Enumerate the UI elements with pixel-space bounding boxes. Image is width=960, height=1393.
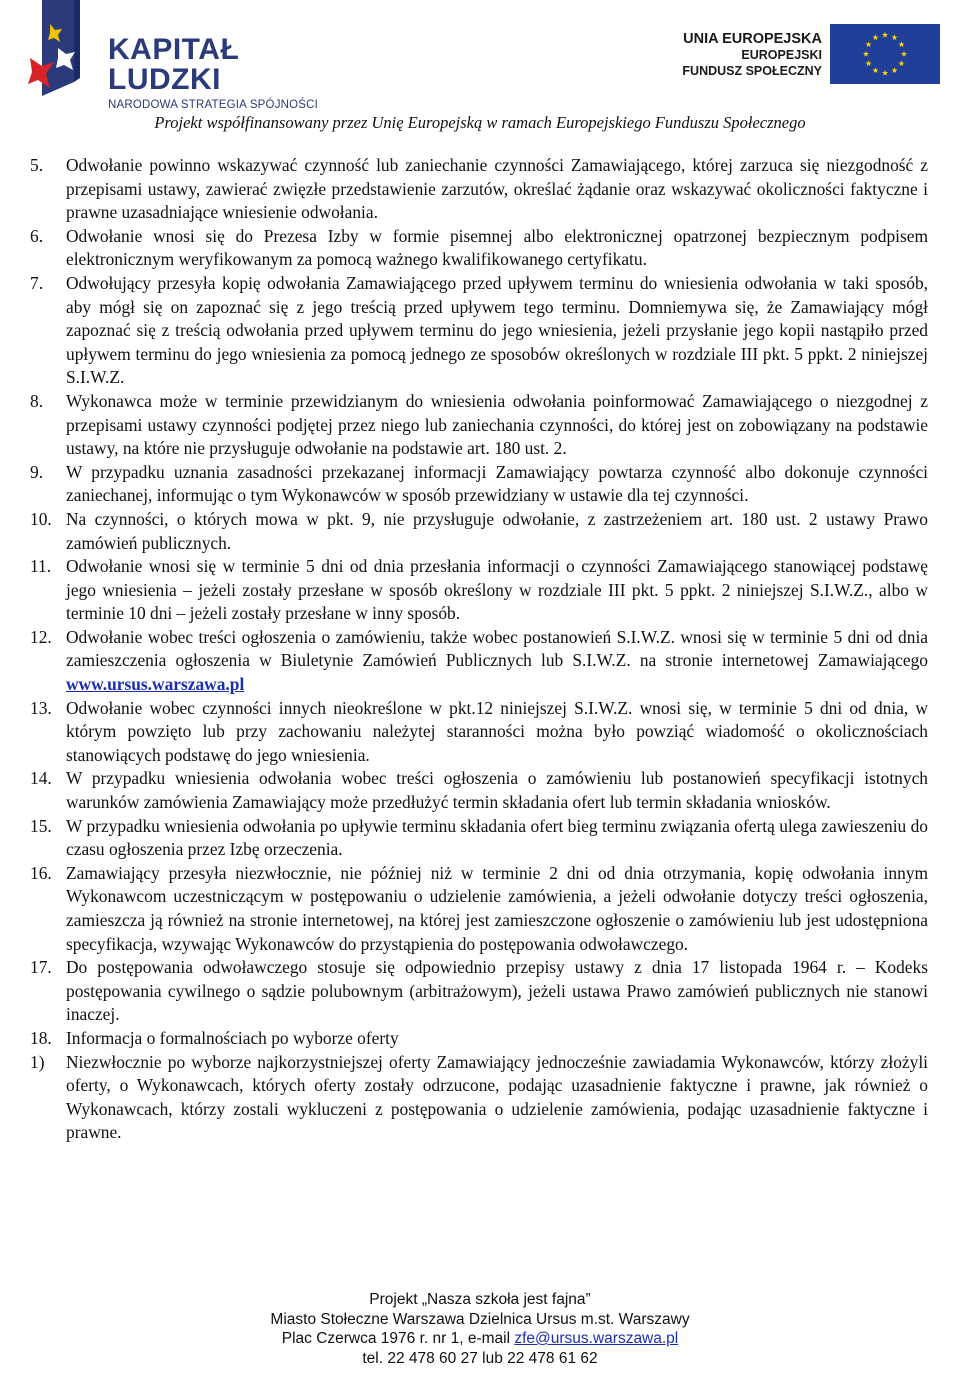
list-item-text <box>66 272 928 390</box>
list-item-text <box>66 815 928 862</box>
eu-star-icon <box>891 34 897 40</box>
list-item-text-content: Odwołanie wnosi się w terminie 5 dni od dnia przesłania informacji o czynności Zamawiającego stanowiącej podstawę jego wniesienia – jeżeli zostały przesłane w sposób określony w rozdziale III pkt. 5 ppkt. 2 niniejszej S.I.W.Z., albo w terminie 10 dni – jeżeli zostały przesłane w inny sposób. <box>66 556 928 624</box>
list-item-text-content: W przypadku wniesienia odwołania wobec treści ogłoszenia o zamówieniu lub postanowień specyfikacji istotnych warunków zamówienia Zamawiający może przedłużyć termin składania ofert lub termin składania wniosków. <box>66 768 928 813</box>
eu-logo <box>655 24 940 84</box>
kapital-ludzki-emblem-icon <box>28 0 108 110</box>
list-item-text <box>66 862 928 956</box>
list-item-number: 10. <box>30 508 52 529</box>
eu-star-icon <box>882 70 888 76</box>
list-item-number: 18. <box>30 1027 52 1048</box>
list-item <box>30 461 928 508</box>
list-item <box>30 1027 928 1051</box>
list-item-text <box>66 767 928 814</box>
list-item-text-content: Informacja o formalnościach po wyborze oferty <box>66 1027 399 1048</box>
website-link[interactable]: www.ursus.warszawa.pl <box>66 674 245 695</box>
list-item-text <box>66 154 928 225</box>
list-item-text <box>66 461 928 508</box>
list-item-text-content: Odwołanie wobec czynności innych nieokreślone w pkt.12 niniejszej S.I.W.Z. wnosi się, w terminie 5 dni od dnia, w którym powzięto lub przy zachowaniu należytej staranności można było powziąć wiadomość o okolicznościach stanowiących podstawę do jego wniesienia. <box>66 697 928 765</box>
list-item-number: 17. <box>30 957 52 978</box>
list-item <box>30 225 928 272</box>
eu-flag-icon <box>830 24 940 84</box>
list-item <box>30 697 928 768</box>
footer-institution: Miasto Stołeczne Warszawa Dzielnica Ursus m.st. Warszawy <box>270 1310 690 1328</box>
list-item-number: 6. <box>30 225 44 246</box>
list-item <box>30 626 928 697</box>
list-item-number: 5. <box>30 155 44 175</box>
footer-address <box>0 1329 960 1349</box>
logo-title: KAPITAŁ LUDZKI <box>108 33 240 96</box>
list-item-number: 14. <box>30 768 52 789</box>
list-item-number: 16. <box>30 862 52 883</box>
list-item-number: 11. <box>30 556 52 577</box>
footer-phone: tel. 22 478 60 27 lub 22 478 61 62 <box>362 1349 598 1367</box>
eu-line-1: UNIA EUROPEJSKA <box>683 31 822 47</box>
eu-star-icon <box>872 34 878 40</box>
eu-line-3: FUNDUSZ SPOŁECZNY <box>682 64 822 78</box>
eu-star-icon <box>898 60 904 66</box>
logo-subtitle: NARODOWA STRATEGIA SPÓJNOŚCI <box>108 99 319 111</box>
list-item <box>30 508 928 555</box>
list-item-text <box>66 390 928 461</box>
footer-address-text: Plac Czerwca 1976 r. nr 1, e-mail <box>281 1330 515 1347</box>
list-item-text-content: Odwołanie wobec treści ogłoszenia o zamówieniu, także wobec postanowień S.I.W.Z. wnosi się w terminie 5 dni od dnia zamieszczenia ogłoszenia w Biuletynie Zamówień Publicznych lub S.I.W.Z. na stronie internetowej Zamawiającego <box>66 626 928 671</box>
eu-star-icon <box>863 51 869 57</box>
eu-star-icon <box>866 41 872 47</box>
list-item-number: 7. <box>30 272 44 293</box>
list-item-text-content: Odwołanie wnosi się do Prezesa Izby w formie pisemnej albo elektronicznej opatrzonej bezpiecznym podpisem elektronicznym weryfikowanym za pomocą ważnego kwalifikowanego certyfikatu. <box>66 225 928 270</box>
list-item <box>30 272 928 390</box>
list-item-text-content: Odwołanie powinno wskazywać czynność lub zaniechanie czynności Zamawiającego, której zarzuca się niezgodność z przepisami ustawy, zawierać zwięzłe przedstawienie zarzutów, określać żądanie oraz wskazywać okoliczności faktyczne i prawne uzasadniające wniesienie odwołania. <box>66 155 928 223</box>
list-item-text <box>66 956 928 1027</box>
list-item-number: 13. <box>30 697 52 718</box>
eu-line-2: EUROPEJSKI <box>741 48 822 62</box>
list-item <box>30 862 928 956</box>
list-item-text-content: W przypadku uznania zasadności przekazanej informacji Zamawiający powtarza czynność albo dokonuje czynności zaniechanej, informując o tym Wykonawców w sposób przewidziany w ustawie dla tej czynności. <box>66 461 928 506</box>
eu-logo-text <box>682 31 822 79</box>
list-item-number: 15. <box>30 815 52 836</box>
list-item-text-content: Odwołujący przesyła kopię odwołania Zamawiającego przed upływem terminu do wniesienia odwołania w taki sposób, aby mógł się on zapoznać się z jego treścią przed upływem tego terminu. Domniemywa się, że Zamawiający mógł zapoznać się z treścią odwołania przed upływem terminu do jego wniesienia, jeżeli przysłanie jego kopii nastąpiło przed upływem terminu do jego wniesienia za pomocą jednego ze sposobów określonych w rozdziale III pkt. 5 ppkt. 2 niniejszej S.I.W.Z. <box>66 272 928 388</box>
list-item-text <box>66 1051 928 1145</box>
page-footer <box>0 1290 960 1368</box>
eu-star-icon <box>901 51 907 57</box>
list-item-text <box>66 508 928 555</box>
list-item-text-content: W przypadku wniesienia odwołania po upływie terminu składania ofert bieg terminu związania ofertą ulega zawieszeniu do czasu ogłoszenia przez Izbę orzeczenia. <box>66 815 928 860</box>
page-header <box>0 0 960 140</box>
list-item-number: 9. <box>30 461 44 482</box>
list-item-text-content: Niezwłocznie po wyborze najkorzystniejszej oferty Zamawiający jednocześnie zawiadamia Wykonawców, którzy złożyli oferty, o Wykonawcach, których oferty zostały odrzucone, podając uzasadnienie faktyczne i prawne, jak również o Wykonawcach, którzy zostali wykluczeni z postępowania o udzielenie zamówienia, podając uzasadnienie faktyczne i prawne. <box>66 1051 928 1143</box>
list-item-text <box>66 555 928 626</box>
document-body <box>30 154 928 1145</box>
list-item <box>30 767 928 814</box>
list-item-text <box>66 225 928 272</box>
list-item-text-content: Do postępowania odwoławczego stosuje się odpowiednio przepisy ustawy z dnia 17 listopada 1964 r. – Kodeks postępowania cywilnego o sądzie polubownym (arbitrażowym), jeżeli ustawa Prawo zamówień publicznych nie stanowi inaczej. <box>66 957 928 1025</box>
eu-star-icon <box>882 32 888 38</box>
list-item-text-content: Zamawiający przesyła niezwłocznie, nie później niż w terminie 2 dni od dnia otrzymania, kopię odwołania innym Wykonawcom uczestniczącym w postępowaniu o udzielenie zamówienia, a jeżeli odwołanie dotyczy treści ogłoszenia, zamieszcza ją również na stronie internetowej, na której jest zamieszczone ogłoszenie o zamówieniu lub jest udostępniona specyfikacja, wzywając Wykonawców do przystąpienia do postępowania odwoławczego. <box>66 862 928 954</box>
eu-star-icon <box>898 41 904 47</box>
kapital-ludzki-logo <box>28 0 358 110</box>
list-item <box>30 390 928 461</box>
list-item-text <box>66 697 928 768</box>
list-item-text-content: Wykonawca może w terminie przewidzianym do wniesienia odwołania poinformować Zamawiającego o niezgodnej z przepisami ustawy czynności podjętej przez niego lub zaniechania czynności, do której jest on zobowiązany na podstawie ustawy, na które nie przysługuje odwołanie na podstawie art. 180 ust. 2. <box>66 390 928 459</box>
list-item <box>30 956 928 1027</box>
kapital-ludzki-wordmark <box>108 35 358 111</box>
list-item-text-content: Na czynności, o których mowa w pkt. 9, nie przysługuje odwołanie, z zastrzeżeniem art. 180 ust. 2 ustawy Prawo zamówień publicznych. <box>66 508 928 553</box>
list-item-text <box>66 626 928 697</box>
list-item-number: 1) <box>30 1051 45 1072</box>
list-item <box>30 1051 928 1145</box>
list-item-text <box>66 1027 928 1051</box>
footer-email-link[interactable]: zfe@ursus.warszawa.pl <box>514 1330 679 1347</box>
cofinancing-note: Projekt współfinansowany przez Unię Europejską w ramach Europejskiego Funduszu Społecznego <box>154 113 806 132</box>
footer-project-name: Projekt „Nasza szkoła jest fajna” <box>369 1291 591 1308</box>
eu-star-icon <box>872 67 878 73</box>
list-item <box>30 154 928 225</box>
list-item-number: 8. <box>30 390 44 411</box>
eu-star-icon <box>891 67 897 73</box>
list-item <box>30 815 928 862</box>
eu-star-icon <box>866 60 872 66</box>
list-item-number: 12. <box>30 626 52 647</box>
list-item <box>30 555 928 626</box>
